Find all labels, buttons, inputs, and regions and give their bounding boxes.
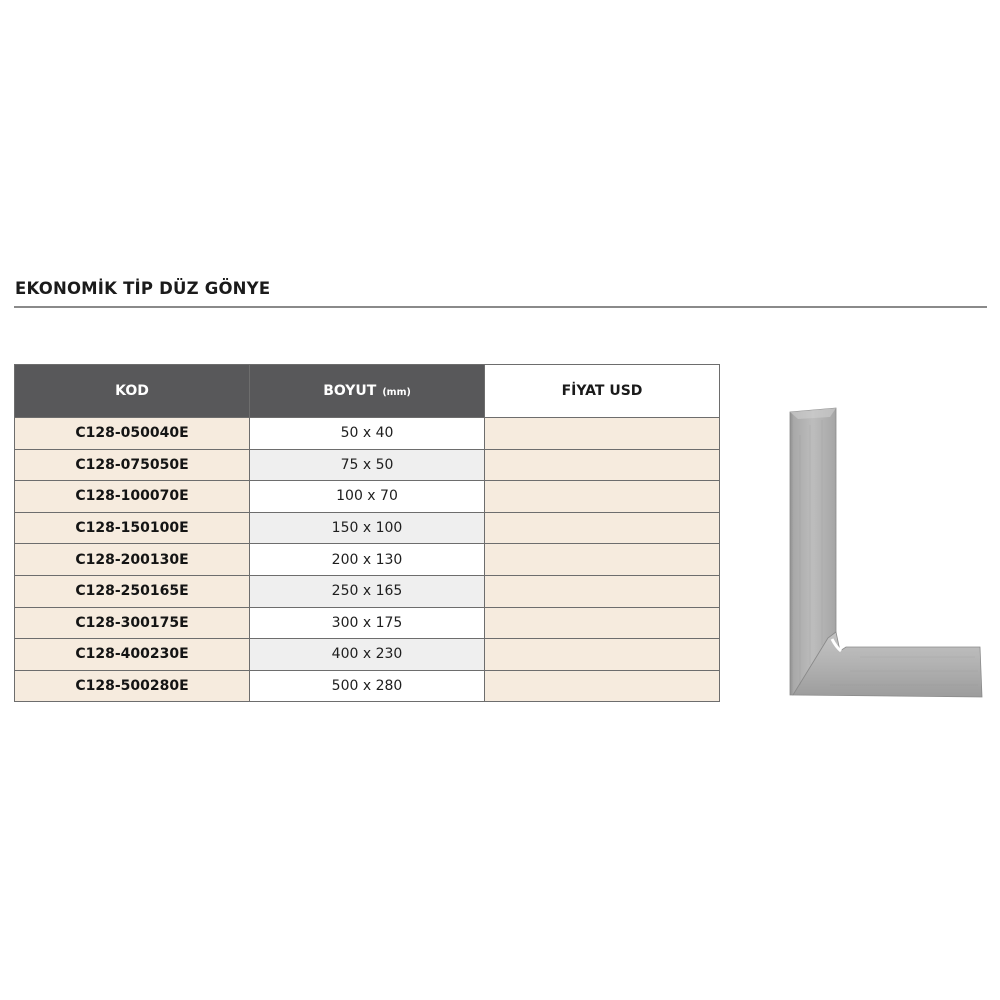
size-cell: 500 x 280 [250,670,485,702]
code-cell: C128-075050E [15,449,250,481]
size-cell: 150 x 100 [250,512,485,544]
table-row [15,639,720,671]
code-cell: C128-400230E [15,639,250,671]
product-table [14,364,720,702]
title-divider [14,306,987,308]
table-row [15,418,720,450]
size-cell: 250 x 165 [250,575,485,607]
code-cell: C128-150100E [15,512,250,544]
table-header-row [15,365,720,418]
steel-square-image [770,395,995,705]
price-cell [485,449,720,481]
header-size-unit: (mm) [382,387,411,398]
table-row [15,575,720,607]
header-code-label: KOD [115,383,149,399]
size-cell: 200 x 130 [250,544,485,576]
table-row [15,670,720,702]
price-cell [485,544,720,576]
size-cell: 400 x 230 [250,639,485,671]
header-price [485,365,720,418]
price-cell [485,418,720,450]
header-size [250,365,485,418]
page-title: EKONOMİK TİP DÜZ GÖNYE [15,279,271,298]
size-cell: 100 x 70 [250,481,485,513]
table-row [15,512,720,544]
code-cell: C128-250165E [15,575,250,607]
price-cell [485,607,720,639]
code-cell: C128-200130E [15,544,250,576]
price-cell [485,670,720,702]
price-cell [485,575,720,607]
table-row [15,607,720,639]
header-size-label: BOYUT [323,383,377,399]
size-cell: 50 x 40 [250,418,485,450]
header-code [15,365,250,418]
code-cell: C128-500280E [15,670,250,702]
table-row [15,544,720,576]
header-price-label: FİYAT USD [561,383,643,399]
size-cell: 300 x 175 [250,607,485,639]
code-cell: C128-300175E [15,607,250,639]
price-cell [485,512,720,544]
code-cell: C128-100070E [15,481,250,513]
code-cell: C128-050040E [15,418,250,450]
size-cell: 75 x 50 [250,449,485,481]
price-cell [485,639,720,671]
price-cell [485,481,720,513]
table-row [15,481,720,513]
table-row [15,449,720,481]
